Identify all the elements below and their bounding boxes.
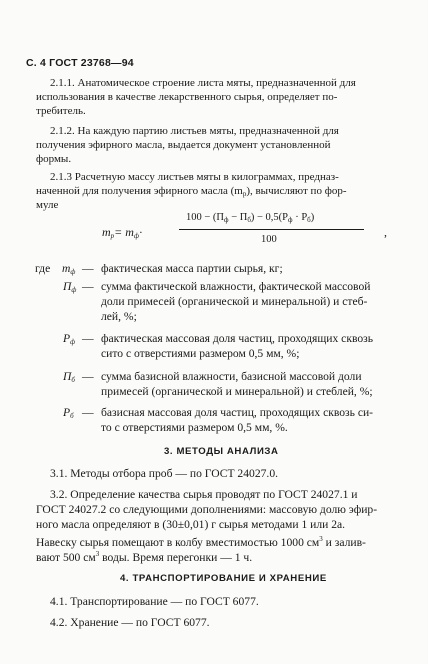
def-text-mf-1: фактическая масса партии сырья, кг; bbox=[101, 262, 283, 275]
para-4-2: 4.2. Хранение — по ГОСТ 6077. bbox=[50, 616, 210, 629]
page-header: С. 4 ГОСТ 23768—94 bbox=[26, 57, 134, 69]
def-text-pf-1: сумма фактической влажности, фактической массовой bbox=[101, 280, 371, 293]
def-text-rf-1: фактическая массовая доля частиц, проходящих сквозь bbox=[101, 332, 374, 345]
para-2-1-3-line2: наченной для получения эфирного масла $(m_р)$, вычисляют по фор- bbox=[36, 185, 347, 198]
para-2-1-3-line1: 2.1.3 Расчетную массу листьев мяты в килограммах, предназ- bbox=[50, 171, 339, 183]
def-symbol-pb: $П_б$ bbox=[63, 370, 75, 384]
para-2-1-2-line3: формы. bbox=[36, 153, 72, 165]
def-dash-pb: — bbox=[82, 370, 94, 383]
para-3-1: 3.1. Методы отбора проб — по ГОСТ 24027.0. bbox=[50, 467, 279, 480]
para-2-1-1-line2: использования в качестве лекарственного сырья, определяет по- bbox=[36, 91, 338, 103]
section-3-title: 3. МЕТОДЫ АНАЛИЗА bbox=[164, 446, 279, 457]
def-text-pf-3: лей, %; bbox=[101, 310, 137, 323]
formula-denominator: 100 bbox=[261, 234, 277, 245]
def-dash-rb: — bbox=[82, 406, 94, 419]
def-symbol-rf: $P_ф$ bbox=[63, 332, 76, 346]
para-2-1-1-line3: требитель. bbox=[36, 105, 86, 117]
formula-lhs: $m_р= m_ф\cdot$ bbox=[102, 225, 143, 240]
para-2-1-1-line1: 2.1.1. Анатомическое строение листа мяты, предназначенной для bbox=[50, 77, 356, 89]
def-dash-pf: — bbox=[82, 280, 94, 293]
para-3-2-line3: ного масла определяют в (30±0,01) г сырья методами 1 или 2а. bbox=[36, 518, 346, 531]
para-3-2-line4: Навеску сырья помещают в колбу вместимостью 1000 $см^3$ и залив- bbox=[36, 535, 366, 549]
para-3-2-line1: 3.2. Определение качества сырья проводят по ГОСТ 24027.1 и bbox=[50, 488, 358, 501]
def-text-rb-2: то с отверстиями размером 0,5 мм, %. bbox=[101, 421, 288, 434]
para-2-1-2-line1: 2.1.2. На каждую партию листьев мяты, предназначенной для bbox=[50, 125, 339, 137]
def-symbol-rb: $P_б$ bbox=[63, 406, 74, 420]
def-symbol-mf: $m_ф$ bbox=[62, 262, 76, 276]
formula-numerator: $100 - (П_ф - П_б) - 0,5(P_ф \cdot P_б)$ bbox=[186, 212, 315, 224]
def-text-pb-2: примесей (органической и минеральной) и стеблей, %; bbox=[101, 385, 373, 398]
para-2-1-2-line2: получения эфирного масла, выдается документ установленной bbox=[36, 139, 331, 151]
para-3-2-line5: вают 500 $см^3$ воды. Время перегонки — 1 ч. bbox=[36, 550, 253, 564]
def-text-rb-1: базисная массовая доля частиц, проходящих сквозь си- bbox=[101, 406, 374, 419]
para-4-1: 4.1. Транспортирование — по ГОСТ 6077. bbox=[50, 595, 259, 608]
formula-comma: , bbox=[384, 225, 387, 239]
def-text-pf-2: доли примесей (органической и минеральной) и стеб- bbox=[101, 295, 368, 308]
def-text-rf-2: сито с отверстиями размером 0,5 мм, %; bbox=[101, 347, 300, 360]
para-2-1-3-line4: муле bbox=[36, 199, 59, 211]
para-3-2-line2: ГОСТ 24027.2 со следующими дополнениями: массовую долю эфир- bbox=[36, 503, 378, 516]
section-4-title: 4. ТРАНСПОРТИРОВАНИЕ И ХРАНЕНИЕ bbox=[120, 573, 327, 584]
fraction-bar bbox=[179, 229, 364, 230]
def-text-pb-1: сумма базисной влажности, базисной массовой доли bbox=[101, 370, 362, 383]
def-symbol-pf: $П_ф$ bbox=[63, 280, 77, 294]
where-lead: где bbox=[35, 262, 51, 275]
def-dash-rf: — bbox=[82, 332, 94, 345]
def-dash-mf: — bbox=[82, 262, 94, 275]
